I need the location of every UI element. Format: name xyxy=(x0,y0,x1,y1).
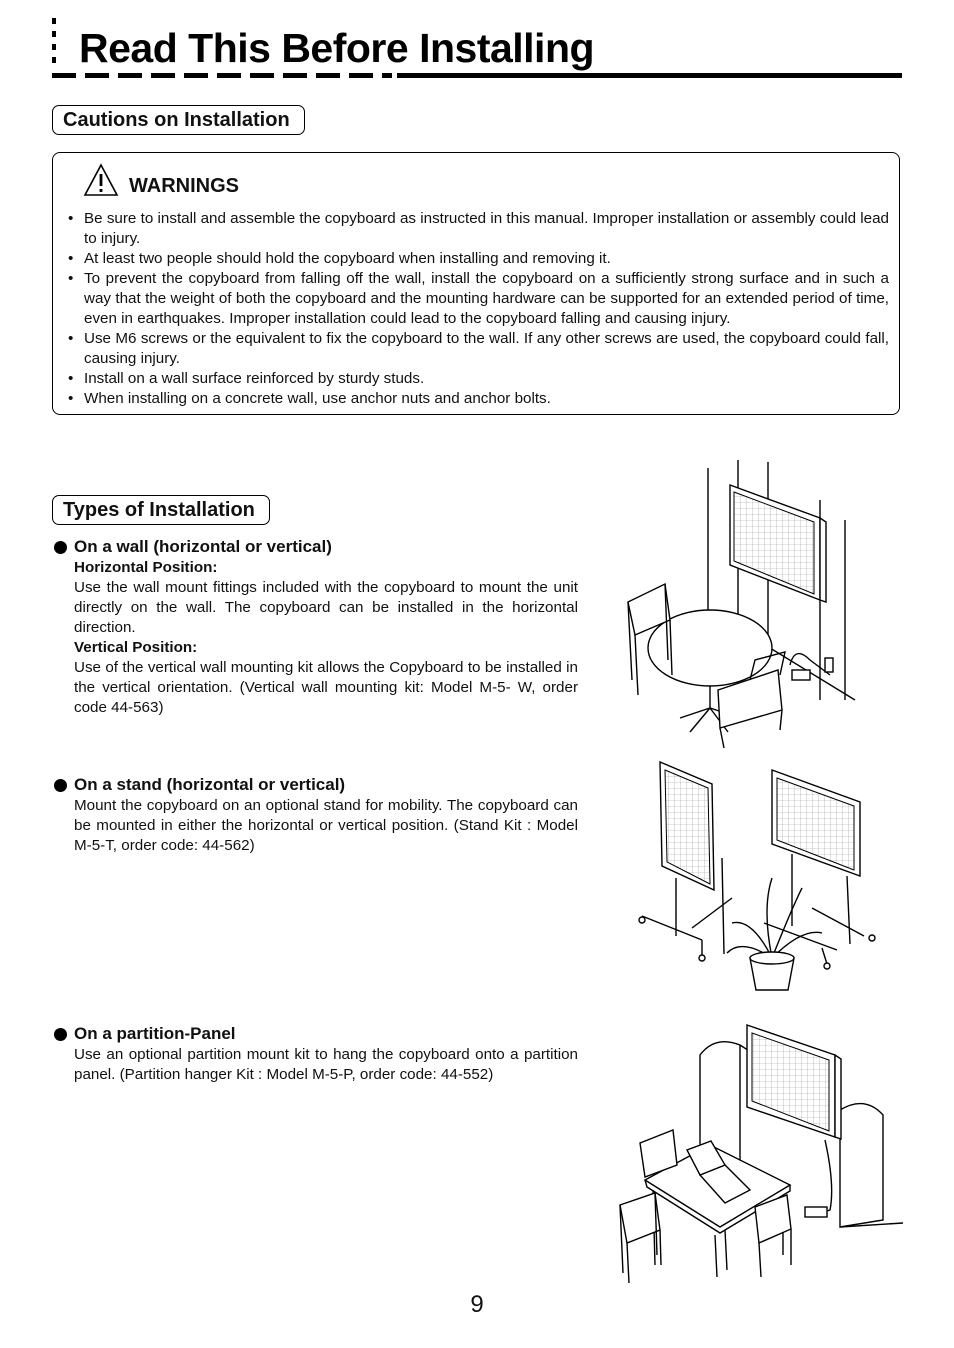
warning-item: • Install on a wall surface reinforced by sturdy studs. xyxy=(65,369,889,389)
warning-triangle-icon xyxy=(83,163,119,197)
page-header xyxy=(52,18,902,80)
warnings-title: WARNINGS xyxy=(129,175,239,197)
vertical-position-text: Use of the vertical wall mounting kit allows the Copyboard to be installed in the vertical orientation. (Vertical wall mounting kit: Model M-5- W, order code 44-563) xyxy=(74,659,578,716)
page-title: Read This Before Installing xyxy=(79,25,595,71)
stand-mount-illustration xyxy=(632,758,882,1003)
stand-heading: On a stand (horizontal or vertical) xyxy=(54,774,578,796)
title-underline xyxy=(52,73,902,78)
warning-item: • To prevent the copyboard from falling off the wall, install the copyboard on a sufficiently strong surface and in such a way that the weight of both the copyboard and the mounting hardware can be supported for an extended period of time, even in earthquakes. Improper installation could lead to the copyboard falling and causing injury. xyxy=(65,269,889,329)
stand-text: Mount the copyboard on an optional stand for mobility. The copyboard can be mounted in either the horizontal or vertical position. (Stand Kit : Model M-5-T, order code: 44-562) xyxy=(74,797,578,854)
stand-installation xyxy=(54,774,578,856)
warnings-box xyxy=(52,152,900,415)
partition-installation xyxy=(54,1023,578,1085)
bullet-dot-icon xyxy=(54,779,67,792)
bullet-dot-icon xyxy=(54,541,67,554)
warning-item: • When installing on a concrete wall, use anchor nuts and anchor bolts. xyxy=(65,389,889,409)
vertical-position-heading: Vertical Position: xyxy=(74,639,198,656)
horizontal-position-heading: Horizontal Position: xyxy=(74,559,218,576)
wall-heading: On a wall (horizontal or vertical) xyxy=(54,536,578,558)
partition-mount-illustration xyxy=(615,1015,905,1287)
warning-item: • Be sure to install and assemble the copyboard as instructed in this manual. Improper installation or assembly could lead to injury. xyxy=(65,209,889,249)
warning-item: • At least two people should hold the copyboard when installing and removing it. xyxy=(65,249,889,269)
bullet-dot-icon xyxy=(54,1028,67,1041)
partition-heading: On a partition-Panel xyxy=(54,1023,578,1045)
wall-installation xyxy=(54,536,578,718)
types-section-label: Types of Installation xyxy=(52,495,270,525)
wall-mount-illustration xyxy=(620,460,860,750)
partition-text: Use an optional partition mount kit to hang the copyboard onto a partition panel. (Partition hanger Kit : Model M-5-P, order code: 44-552) xyxy=(74,1046,578,1083)
warnings-list xyxy=(65,209,889,409)
horizontal-position-text: Use the wall mount fittings included with the copyboard to mount the unit directly on the wall. The copyboard can be installed in the horizontal direction. xyxy=(74,579,578,636)
page-number: 9 xyxy=(470,1291,484,1318)
warning-item: • Use M6 screws or the equivalent to fix the copyboard to the wall. If any other screws are used, the copyboard could fall, causing injury. xyxy=(65,329,889,369)
cautions-section-label: Cautions on Installation xyxy=(52,105,305,135)
vertical-dash-decoration xyxy=(52,18,56,72)
